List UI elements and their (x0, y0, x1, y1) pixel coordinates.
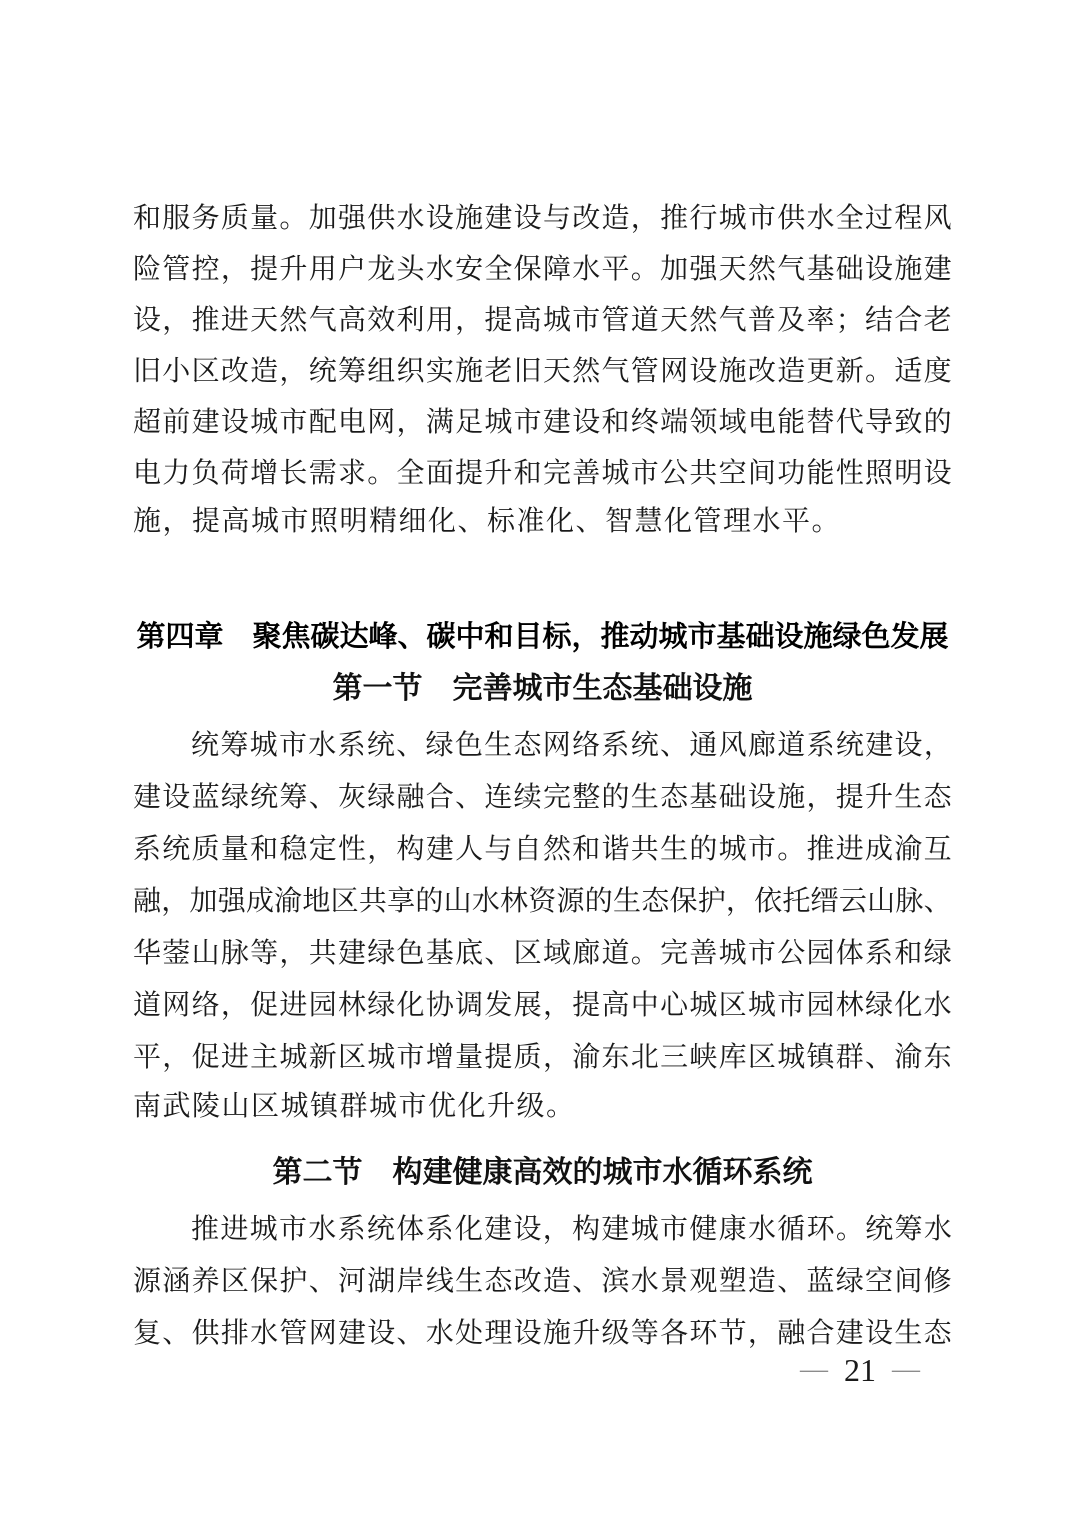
body-paragraph-2 (133, 717, 952, 1133)
body-text-line: 建 设 蓝 绿 统 筹 、 灰 绿 融 合 、 连 续 完 整 的 生 态 基 础 设 施 ， 提 升 生 态 (133, 782, 952, 813)
body-text-line: 电 力 负 荷 增 长 需 求 。 全 面 提 升 和 完 善 城 市 公 共 空 间 功 能 性 照 明 设 (133, 457, 952, 489)
section-heading-2: 第二节 构建健康高效的城市水循环系统 (272, 1156, 813, 1189)
body-text-line: 华 蓥 山 脉 等 ， 共 建 绿 色 基 底 、 区 域 廊 道 。 完 善 城 市 公 园 体 系 和 绿 (133, 938, 952, 969)
body-text-line: 险 管 控 ， 提 升 用 户 龙 头 水 安 全 保 障 水 平 。 加 强 天 然 气 基 础 设 施 建 (133, 253, 952, 285)
body-text-line: 系 统 质 量 和 稳 定 性 ， 构 建 人 与 自 然 和 谐 共 生 的 城 市 。 推 进 成 渝 互 (133, 834, 952, 865)
body-text-line: 道 网 络 ， 促 进 园 林 绿 化 协 调 发 展 ， 提 高 中 心 城 区 城 市 园 林 绿 化 水 (133, 990, 952, 1021)
section-heading-1: 第一节 完善城市生态基础设施 (332, 672, 753, 705)
body-text-line: 平 ， 促 进 主 城 新 区 城 市 增 量 提 质 ， 渝 东 北 三 峡 库 区 城 镇 群 、 渝 东 (133, 1042, 952, 1073)
body-text-line: 超 前 建 设 城 市 配 电 网 ， 满 足 城 市 建 设 和 终 端 领 域 电 能 替 代 导 致 的 (133, 406, 952, 438)
body-text-line: 南武陵山区城镇群城市优化升级。 (133, 1091, 576, 1122)
body-text-line: 融 ， 加 强 成 渝 地 区 共 享 的 山 水 林 资 源 的 生 态 保 护 ， 依 托 缙 云 山 脉 、 (133, 886, 952, 917)
body-text-line: 统 筹 城 市 水 系 统 、 绿 色 生 态 网 络 系 统 、 通 风 廊 道 系 统 建 设 ， (191, 730, 952, 761)
body-text-line: 旧 小 区 改 造 ， 统 筹 组 织 实 施 老 旧 天 然 气 管 网 设 施 改 造 更 新 。 适 度 (133, 355, 952, 387)
page-footer (800, 1352, 920, 1388)
body-text-line: 推 进 城 市 水 系 统 体 系 化 建 设 ， 构 建 城 市 健 康 水 循 环 。 统 筹 水 (191, 1214, 952, 1245)
body-paragraph-3 (133, 1201, 952, 1357)
page-body (133, 190, 952, 1357)
footer-dash-left: — (800, 1354, 828, 1385)
body-text-line: 复 、 供 排 水 管 网 建 设 、 水 处 理 设 施 升 级 等 各 环 节 ， 融 合 建 设 生 态 (133, 1318, 952, 1349)
body-paragraph-1 (133, 190, 952, 547)
body-text-line: 设 ， 推 进 天 然 气 高 效 利 用 ， 提 高 城 市 管 道 天 然 气 普 及 率 ； 结 合 老 (133, 304, 952, 336)
chapter-heading: 第四章 聚焦碳达峰、碳中和目标，推动城市基础设施绿色发展 (136, 621, 949, 653)
body-text-line: 源 涵 养 区 保 护 、 河 湖 岸 线 生 态 改 造 、 滨 水 景 观 塑 造 、 蓝 绿 空 间 修 (133, 1266, 952, 1297)
body-text-line: 施，提高城市照明精细化、标准化、智慧化管理水平。 (133, 506, 842, 537)
body-text-line: 和 服 务 质 量 。 加 强 供 水 设 施 建 设 与 改 造 ， 推 行 城 市 供 水 全 过 程 风 (133, 202, 952, 234)
footer-dash-right: — (892, 1354, 920, 1385)
page-number: 21 (844, 1351, 876, 1388)
